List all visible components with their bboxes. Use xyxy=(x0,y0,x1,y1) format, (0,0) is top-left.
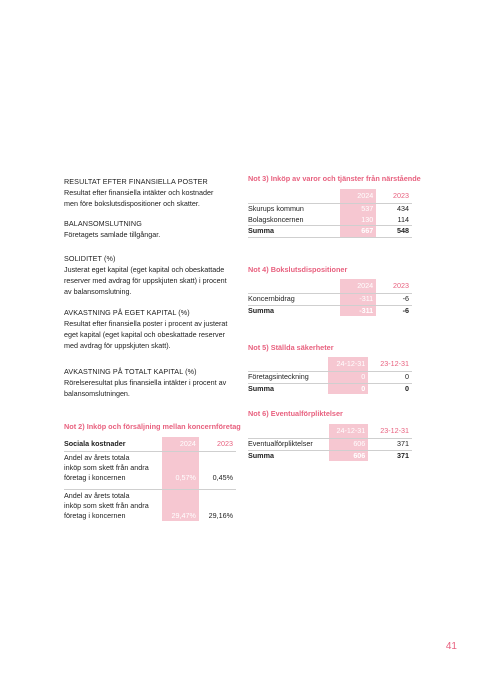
note3-title: Not 3) Inköp av varor och tjänster från närstående xyxy=(248,174,421,183)
note6-title: Not 6) Eventualförpliktelser xyxy=(248,409,343,418)
row-label: Bolagskoncernen xyxy=(248,214,304,224)
row-label-line: Andel av årets totala xyxy=(64,491,130,500)
value-2024: 0 xyxy=(328,372,368,384)
note2-table xyxy=(64,437,236,521)
header-label xyxy=(248,189,340,204)
definition-line: balansomslutningen. xyxy=(64,389,130,398)
table-row xyxy=(64,452,236,484)
value-2024: 29,47% xyxy=(162,490,199,522)
definition-1 xyxy=(64,176,213,209)
table-sum-row xyxy=(248,383,412,394)
definition-4 xyxy=(64,307,227,351)
value-2023: 0,45% xyxy=(199,452,236,484)
table-row xyxy=(64,490,236,522)
header-2024: 24-12-31 xyxy=(329,424,369,439)
header-2024: 2024 xyxy=(162,437,199,452)
note2-title: Not 2) Inköp och försäljning mellan koncernföretag xyxy=(64,422,241,431)
note6-table xyxy=(248,424,412,461)
note5-title: Not 5) Ställda säkerheter xyxy=(248,343,334,352)
definition-line: men före bokslutsdispositioner och skatter. xyxy=(64,199,200,208)
page-number: 41 xyxy=(445,641,457,652)
sum-2024: 0 xyxy=(328,383,368,394)
note3-table xyxy=(248,189,412,238)
value-2023: 29,16% xyxy=(199,490,236,522)
definition-5 xyxy=(64,366,226,399)
definition-line: av balansomslutning. xyxy=(64,287,132,296)
row-label-line: företag i koncernen xyxy=(64,473,126,482)
header-2023: 2023 xyxy=(393,281,409,290)
sum-2023: -6 xyxy=(376,305,412,316)
sum-2023: 0 xyxy=(368,383,412,394)
table-sum-row xyxy=(248,450,412,461)
sum-2023: 371 xyxy=(368,450,412,461)
definition-line: Justerat eget kapital (eget kapital och obeskattade xyxy=(64,265,225,274)
sum-label: Summa xyxy=(248,226,340,238)
definition-line: Rörelseresultat plus finansiella intäkter i procent av xyxy=(64,378,227,387)
sum-2024: -311 xyxy=(340,305,376,316)
value-2023: 0 xyxy=(368,372,412,384)
note4-table xyxy=(248,279,412,316)
header-2024: 2024 xyxy=(340,189,376,204)
table-row xyxy=(248,204,412,215)
definition-line: Resultat efter finansiella poster i procent av justerat xyxy=(64,319,228,328)
table-row xyxy=(248,372,412,384)
definition-title: AVKASTNING PÅ EGET KAPITAL (%) xyxy=(64,308,190,317)
definition-3 xyxy=(64,253,227,297)
value-2023: -6 xyxy=(376,294,412,306)
table-row xyxy=(248,215,412,226)
table-header-row xyxy=(248,189,412,204)
header-2023: 23-12-31 xyxy=(380,426,409,435)
table-header-row xyxy=(248,279,412,294)
sum-2023: 548 xyxy=(376,226,412,238)
header-label xyxy=(248,279,340,294)
definition-title: BALANSOMSLUTNING xyxy=(64,219,142,228)
sum-label: Summa xyxy=(248,305,340,316)
header-label xyxy=(248,357,328,372)
sum-label: Summa xyxy=(248,383,328,394)
value-2023: 434 xyxy=(376,204,412,215)
note4-title: Not 4) Bokslutsdispositioner xyxy=(248,265,348,274)
sum-2024: 667 xyxy=(340,226,376,238)
table-header-row xyxy=(64,437,236,452)
row-label xyxy=(64,490,162,522)
row-label: Eventualförpliktelser xyxy=(248,439,329,451)
row-label-line: Andel av årets totala xyxy=(64,453,130,462)
value-2023: 114 xyxy=(397,214,409,224)
row-label-line: inköp som skett från andra xyxy=(64,463,149,472)
sum-label: Summa xyxy=(248,450,329,461)
header-2023: 2023 xyxy=(393,191,409,200)
header-2024: 24-12-31 xyxy=(328,357,368,372)
header-2023: 2023 xyxy=(217,439,233,448)
value-2024: 537 xyxy=(340,204,376,215)
value-2024: 0,57% xyxy=(162,452,199,484)
table-sum-row xyxy=(248,305,412,316)
row-label xyxy=(64,452,162,484)
row-label: Skurups kommun xyxy=(248,204,340,215)
table-header-row xyxy=(248,424,412,439)
table-row xyxy=(248,294,412,306)
header-label xyxy=(248,424,329,439)
definition-line: eget kapital (eget kapital och obeskattade reserver xyxy=(64,330,226,339)
value-2024: -311 xyxy=(340,294,376,306)
definition-line: Företagets samlade tillgångar. xyxy=(64,230,161,239)
table-sum-row xyxy=(248,226,412,238)
row-label: Koncernbidrag xyxy=(248,294,340,306)
definition-title: AVKASTNING PÅ TOTALT KAPITAL (%) xyxy=(64,367,197,376)
definition-title: SOLIDITET (%) xyxy=(64,254,116,263)
table-header-row xyxy=(248,357,412,372)
value-2023: 371 xyxy=(368,439,412,451)
value-2024: 606 xyxy=(329,439,369,451)
definition-2 xyxy=(64,218,160,240)
row-label-line: inköp som skett från andra xyxy=(64,501,149,510)
note5-table xyxy=(248,357,412,394)
row-label: Företagsinteckning xyxy=(248,372,328,384)
header-2023: 23-12-31 xyxy=(380,359,409,368)
definition-line: reserver med avdrag för uppskjuten skatt) i procent xyxy=(64,276,227,285)
definition-title: RESULTAT EFTER FINANSIELLA POSTER xyxy=(64,177,208,186)
header-label: Sociala kostnader xyxy=(64,439,126,448)
table-row xyxy=(248,439,412,451)
value-2024: 130 xyxy=(340,215,376,226)
header-2024: 2024 xyxy=(340,279,376,294)
row-label-line: företag i koncernen xyxy=(64,511,126,520)
sum-2024: 606 xyxy=(329,450,369,461)
definition-line: Resultat efter finansiella intäkter och kostnader xyxy=(64,188,214,197)
definition-line: med avdrag för uppskjuten skatt). xyxy=(64,341,171,350)
